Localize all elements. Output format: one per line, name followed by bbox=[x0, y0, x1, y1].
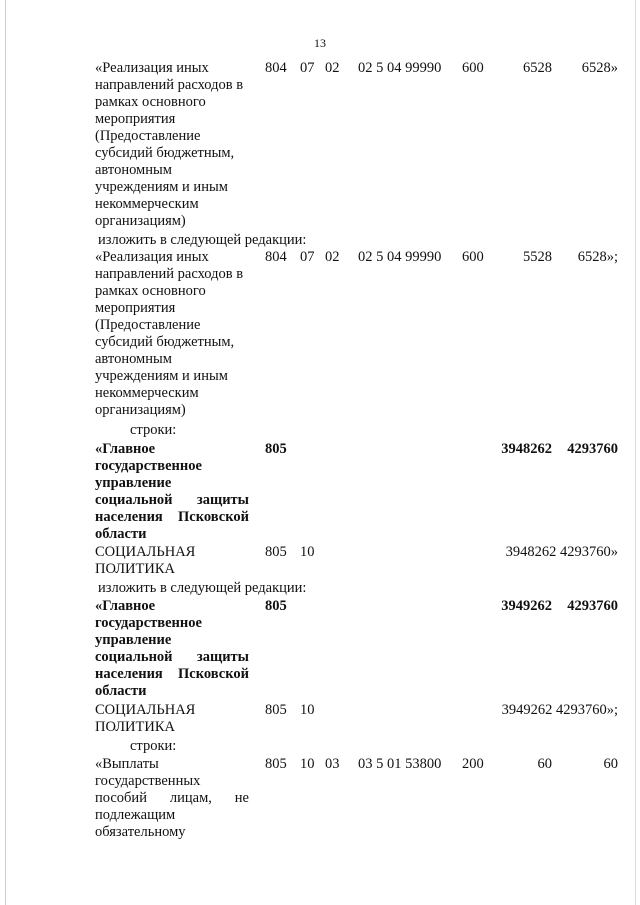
admin-code: 805 bbox=[265, 441, 287, 457]
scan-edge-right bbox=[635, 0, 636, 905]
name-line: управление bbox=[95, 632, 172, 648]
admin-code: 805 bbox=[265, 598, 287, 614]
admin-code: 805 bbox=[265, 756, 287, 772]
name-line: управление bbox=[95, 475, 172, 491]
target-article-code: 02 5 04 99990 bbox=[358, 60, 442, 76]
name-line: рамках основного bbox=[95, 283, 206, 299]
scan-edge-left bbox=[5, 0, 6, 905]
name-line: населения Псковской bbox=[95, 666, 249, 682]
amount-year-1: 6528 bbox=[523, 60, 552, 76]
name-line: обязательному bbox=[95, 824, 186, 840]
amount-year-2: 6528»; bbox=[577, 249, 618, 265]
name-line: учреждениям и иным bbox=[95, 179, 228, 195]
amounts: 3949262 4293760»; bbox=[501, 702, 618, 718]
amount-year-1: 3949262 bbox=[501, 598, 552, 614]
row-name bbox=[95, 60, 249, 230]
name-line: подлежащим bbox=[95, 807, 176, 823]
subsection-code: 02 bbox=[325, 249, 340, 265]
name-line: направлений расходов в bbox=[95, 77, 244, 93]
name-line: автономным bbox=[95, 351, 172, 367]
admin-code: 804 bbox=[265, 60, 287, 76]
expense-type-code: 600 bbox=[462, 60, 484, 76]
amount-year-1: 5528 bbox=[523, 249, 552, 265]
name-line: области bbox=[95, 526, 147, 542]
name-line: некоммерческим bbox=[95, 196, 199, 212]
row-name bbox=[95, 702, 249, 736]
name-line: субсидий бюджетным, bbox=[95, 334, 235, 350]
instruction-text: строки: bbox=[130, 422, 177, 438]
name-line: направлений расходов в bbox=[95, 266, 244, 282]
name-line: «Реализация иных bbox=[95, 60, 209, 76]
name-line: области bbox=[95, 683, 147, 699]
name-line: «Главное bbox=[95, 598, 156, 614]
name-line: СОЦИАЛЬНАЯ bbox=[95, 702, 196, 718]
name-line: учреждениям и иным bbox=[95, 368, 228, 384]
name-line: государственное bbox=[95, 615, 202, 631]
instruction-text: изложить в следующей редакции: bbox=[98, 580, 307, 596]
name-line: мероприятия bbox=[95, 300, 176, 316]
amount-year-2: 60 bbox=[603, 756, 618, 772]
instruction-text: изложить в следующей редакции: bbox=[98, 232, 307, 248]
amount-year-1: 3948262 bbox=[501, 441, 552, 457]
name-line: «Главное bbox=[95, 441, 156, 457]
amount-year-2: 4293760 bbox=[567, 441, 618, 457]
row-name bbox=[95, 441, 249, 543]
name-line: организациям) bbox=[95, 213, 186, 229]
row-name bbox=[95, 249, 249, 419]
name-line: «Реализация иных bbox=[95, 249, 209, 265]
name-line: пособий лицам, не bbox=[95, 790, 249, 806]
amounts: 3948262 4293760» bbox=[505, 544, 618, 560]
name-line: некоммерческим bbox=[95, 385, 199, 401]
row-name bbox=[95, 598, 249, 700]
amount-year-1: 60 bbox=[537, 756, 552, 772]
section-code: 07 bbox=[300, 60, 315, 76]
name-line: СОЦИАЛЬНАЯ bbox=[95, 544, 196, 560]
name-line: автономным bbox=[95, 162, 172, 178]
subsection-code: 02 bbox=[325, 60, 340, 76]
row-name bbox=[95, 756, 249, 841]
name-line: населения Псковской bbox=[95, 509, 249, 525]
target-article-code: 03 5 01 53800 bbox=[358, 756, 442, 772]
name-line: социальной защиты bbox=[95, 649, 249, 665]
row-name bbox=[95, 544, 249, 578]
section-code: 07 bbox=[300, 249, 315, 265]
admin-code: 805 bbox=[265, 702, 287, 718]
section-code: 10 bbox=[300, 756, 315, 772]
expense-type-code: 200 bbox=[462, 756, 484, 772]
name-line: рамках основного bbox=[95, 94, 206, 110]
expense-type-code: 600 bbox=[462, 249, 484, 265]
amount-year-2: 6528» bbox=[581, 60, 618, 76]
name-line: (Предоставление bbox=[95, 128, 201, 144]
name-line: субсидий бюджетным, bbox=[95, 145, 235, 161]
name-line: «Выплаты bbox=[95, 756, 159, 772]
name-line: мероприятия bbox=[95, 111, 176, 127]
name-line: ПОЛИТИКА bbox=[95, 719, 175, 735]
name-line: государственных bbox=[95, 773, 201, 789]
admin-code: 804 bbox=[265, 249, 287, 265]
name-line: ПОЛИТИКА bbox=[95, 561, 175, 577]
target-article-code: 02 5 04 99990 bbox=[358, 249, 442, 265]
page-number: 13 bbox=[314, 36, 326, 50]
instruction-text: строки: bbox=[130, 738, 177, 754]
section-code: 10 bbox=[300, 544, 315, 560]
name-line: (Предоставление bbox=[95, 317, 201, 333]
name-line: государственное bbox=[95, 458, 202, 474]
subsection-code: 03 bbox=[325, 756, 340, 772]
name-line: организациям) bbox=[95, 402, 186, 418]
amount-year-2: 4293760 bbox=[567, 598, 618, 614]
admin-code: 805 bbox=[265, 544, 287, 560]
name-line: социальной защиты bbox=[95, 492, 249, 508]
section-code: 10 bbox=[300, 702, 315, 718]
